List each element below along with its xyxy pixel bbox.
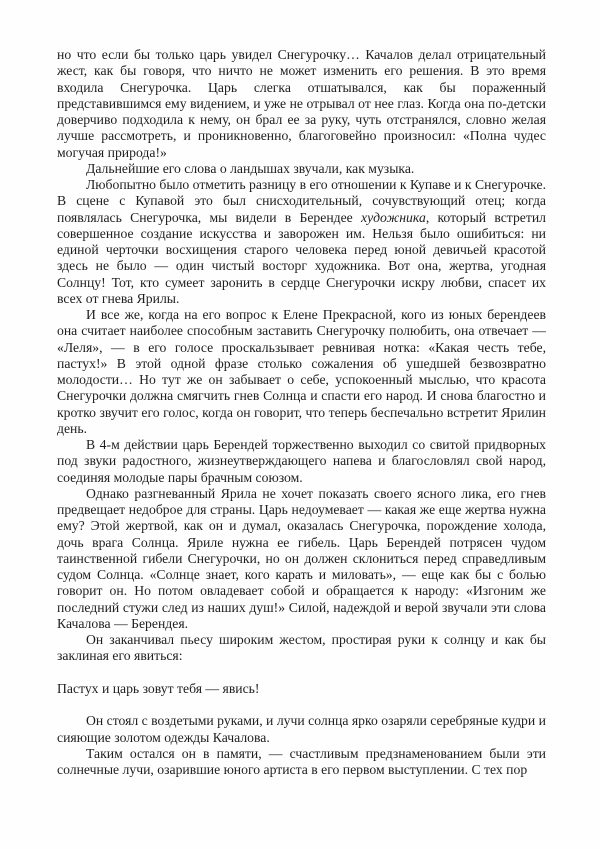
text-segment: , который встретил совершенное создание искусства и заворожен им. Нельзя было ошибиться: ни единой черточки восхищения старого человека перед юной девичьей красотой здесь не было — один чистый восторг художника. Вот она, жертва, угодная Солнцу! Тот, кто сумеет заронить в сердце Снегурочки искру любви, спасет их всех от гнева Ярилы. — [57, 209, 546, 306]
text-segment: Он заканчивал пьесу широким жестом, простирая руки к солнцу и как бы заклиная его явиться: — [57, 632, 546, 664]
paragraph-9 — [57, 713, 546, 746]
text-segment: но что если бы только царь увидел Снегурочку… Качалов делал отрицательный жест, как бы говоря, что ничто не может изменить его решения. В это время входила Снегурочка. Царь слегка отшатывался, как бы пораженный представившимся ему видением, и уже не отрывал от нее глаз. Когда она по-детски доверчиво подходила к нему, он брал ее за руку, чуть отстранялся, словно желая лучше рассмотреть, и проникновенно, благоговейно произносил: «Полна чудес могучая природа!» — [57, 47, 546, 160]
text-segment: Дальнейшие его слова о ландышах звучали, как музыка. — [86, 160, 415, 176]
paragraph-5 — [57, 437, 546, 486]
paragraph-7 — [57, 632, 546, 665]
text-segment: И все же, когда на его вопрос к Елене Прекрасной, кого из юных берендеев она считает наиболее способным заставить Снегурочку полюбить, она отвечает — «Леля», — в его голосе проскальзывает ревнивая нотка: «Какая честь тебе, пастух!» В этой одной фразе столько сожаления об ушедшей безвозвратно молодости… Но тут же он забывает о себе, успокоенный мыслью, что красота Снегурочки должна смягчить гнев Солнца и спасти его народ. И снова благостно и кротко звучит его голос, когда он говорит, что теперь беспечально встретит Ярилин день. — [57, 307, 546, 436]
text-segment: Любопытно было отметить разницу в его отношении к Купаве и к Снегурочке. В сцене с Купавой это был снисходительный, сочувствующий отец; когда появлялась Снегурочка, мы видели в Берендее — [57, 177, 547, 225]
text-segment: Пастух и царь зовут тебя — явись! — [57, 680, 260, 696]
page-text — [57, 47, 546, 778]
text-segment: В 4-м действии царь Берендей торжественно выходил со свитой придворных под звуки радостного, жизнеутверждающего напева и благословлял свой народ, соединяя молодые пары брачным союзом. — [57, 437, 546, 485]
paragraph-10 — [57, 746, 546, 779]
text-segment: Таким остался он в памяти, — счастливым предзнаменованием были эти солнечные лучи, озарившие юного артиста в его первом выступлении. С тех пор — [57, 745, 546, 777]
text-segment: Однако разгневанный Ярила не хочет показать своего ясного лика, его гнев предвещает недоброе для страны. Царь недоумевает — какая же еще жертва нужна ему? Этой жертвой, как он и думал, оказалась Снегурочка, порождение холода, дочь врага Солнца. Яриле нужна ее гибель. Царь Берендей потрясен чудом таинственной гибели Снегурочки, но он должен склониться перед справедливым судом Солнца. «Солнце знает, кого карать и миловать», — еще как бы с болью говорит он. Но потом овладевает собой и обращается к народу: «Изгоним же последний стужи след из наших душ!» Силой, надеждой и верой звучали эти слова Качалова — Берендея. — [57, 485, 546, 631]
verse-line — [57, 681, 546, 697]
italic-text: художника — [361, 209, 426, 225]
text-segment: Он стоял с воздетыми руками, и лучи солнца ярко озаряли серебряные кудри и сияющие золотом одежды Качалова. — [57, 713, 546, 745]
paragraph-2 — [57, 161, 546, 177]
paragraph-3 — [57, 177, 546, 307]
paragraph-4 — [57, 307, 546, 437]
paragraph-6 — [57, 486, 546, 632]
paragraph-1 — [57, 47, 546, 161]
